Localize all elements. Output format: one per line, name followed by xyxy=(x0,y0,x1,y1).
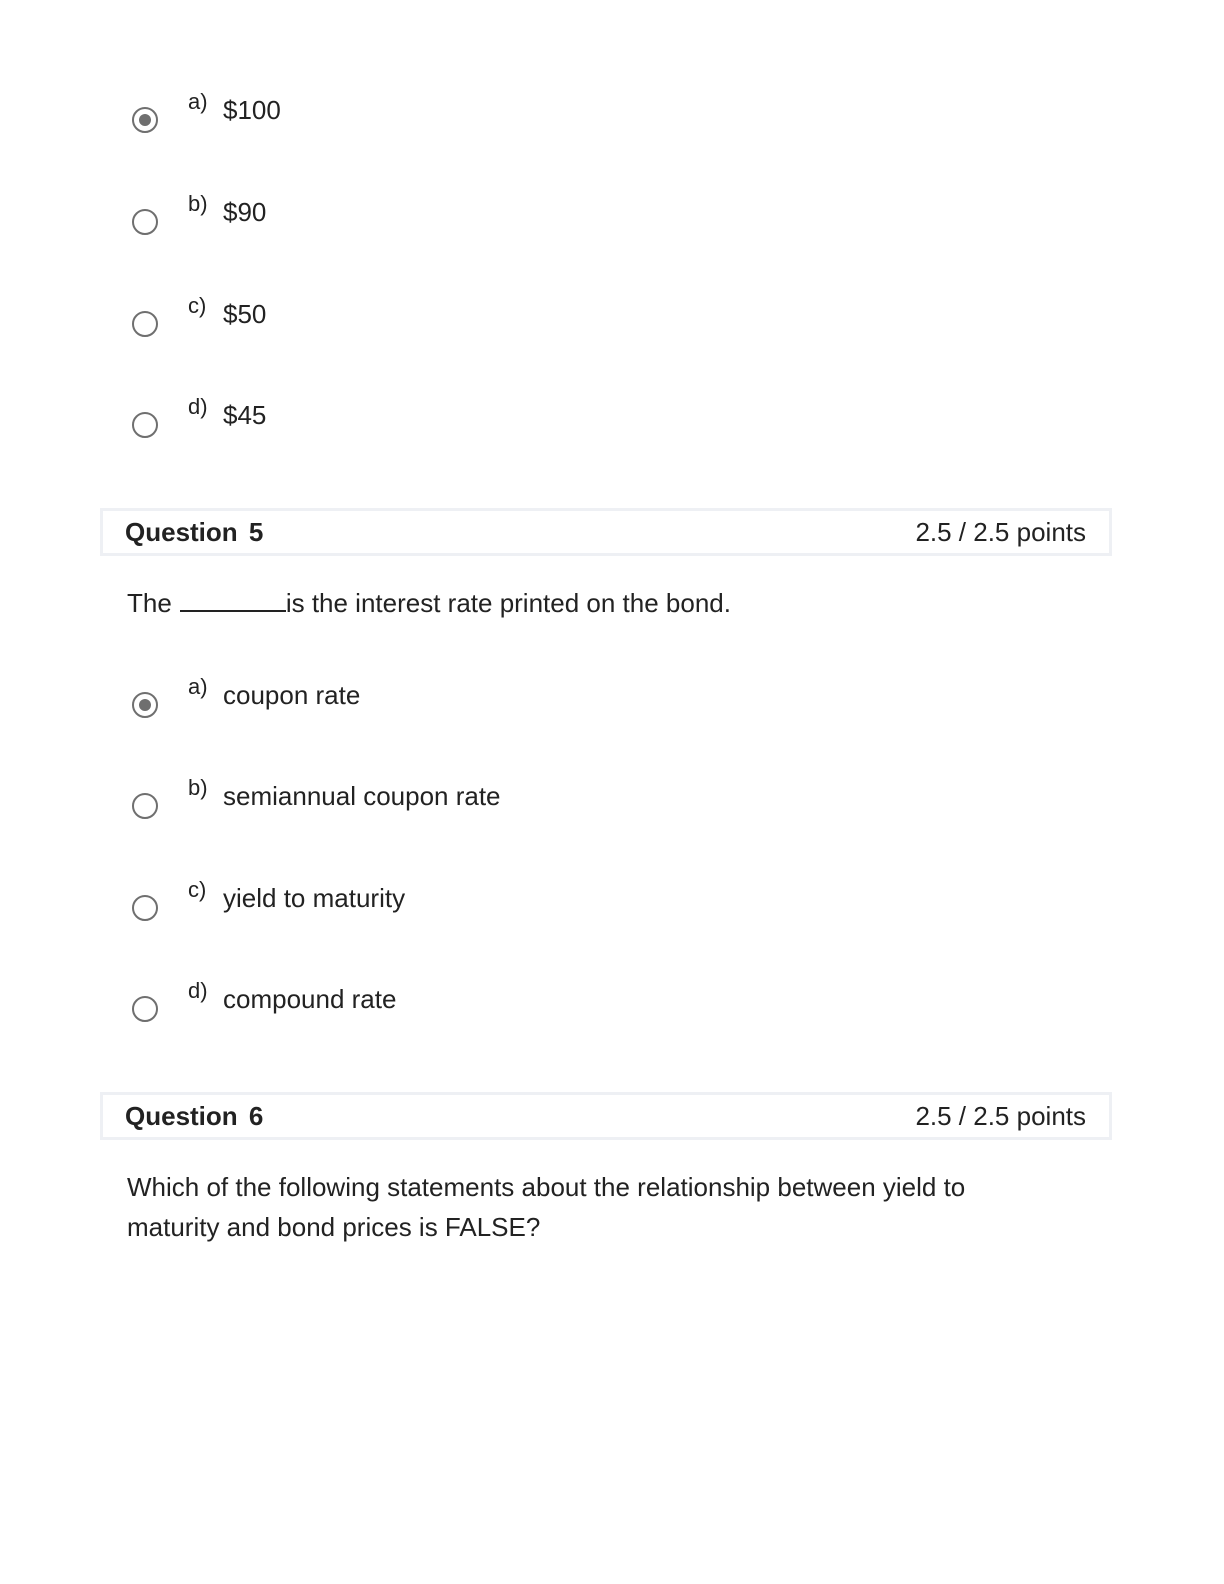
q5-option-a[interactable] xyxy=(132,674,832,728)
radio-selected-icon[interactable] xyxy=(132,107,158,133)
option-letter: d) xyxy=(188,394,208,419)
question-title: Question 5 xyxy=(125,517,264,547)
prompt-line-2: maturity and bond prices is FALSE? xyxy=(127,1212,541,1242)
question-title: Question 6 xyxy=(125,1101,264,1131)
prev-option-a[interactable] xyxy=(132,89,832,143)
question-points: 2.5 / 2.5 points xyxy=(915,1101,1086,1131)
q5-option-d[interactable] xyxy=(132,978,832,1032)
radio-icon[interactable] xyxy=(132,412,158,438)
option-text: $45 xyxy=(223,400,267,430)
prev-option-d[interactable] xyxy=(132,394,832,448)
option-text: coupon rate xyxy=(223,680,361,710)
option-text: yield to maturity xyxy=(223,883,406,913)
radio-icon[interactable] xyxy=(132,209,158,235)
radio-icon[interactable] xyxy=(132,793,158,819)
prompt-before-blank: The xyxy=(127,588,172,618)
prev-option-b[interactable] xyxy=(132,191,832,245)
question-5-header xyxy=(100,508,1112,556)
option-text: $50 xyxy=(223,299,267,329)
option-text: compound rate xyxy=(223,984,397,1014)
option-letter: d) xyxy=(188,978,208,1003)
fill-in-blank xyxy=(180,590,286,612)
question-6-header xyxy=(100,1092,1112,1140)
radio-icon[interactable] xyxy=(132,895,158,921)
question-6-prompt xyxy=(127,1167,965,1247)
option-text: $100 xyxy=(223,95,281,125)
question-5-prompt xyxy=(127,583,731,623)
option-text: $90 xyxy=(223,197,267,227)
option-letter: a) xyxy=(188,674,208,699)
option-text: semiannual coupon rate xyxy=(223,781,501,811)
radio-icon[interactable] xyxy=(132,996,158,1022)
radio-selected-icon[interactable] xyxy=(132,692,158,718)
prompt-line-1: Which of the following statements about the relationship between yield to xyxy=(127,1172,966,1202)
option-letter: c) xyxy=(188,877,207,902)
prompt-after-blank: is the interest rate printed on the bond. xyxy=(285,588,731,618)
prev-option-c[interactable] xyxy=(132,293,832,347)
option-letter: b) xyxy=(188,191,208,216)
option-letter: a) xyxy=(188,89,208,114)
question-points: 2.5 / 2.5 points xyxy=(915,517,1086,547)
q5-option-b[interactable] xyxy=(132,775,832,829)
q5-option-c[interactable] xyxy=(132,877,832,931)
radio-icon[interactable] xyxy=(132,311,158,337)
option-letter: c) xyxy=(188,293,207,318)
option-letter: b) xyxy=(188,775,208,800)
